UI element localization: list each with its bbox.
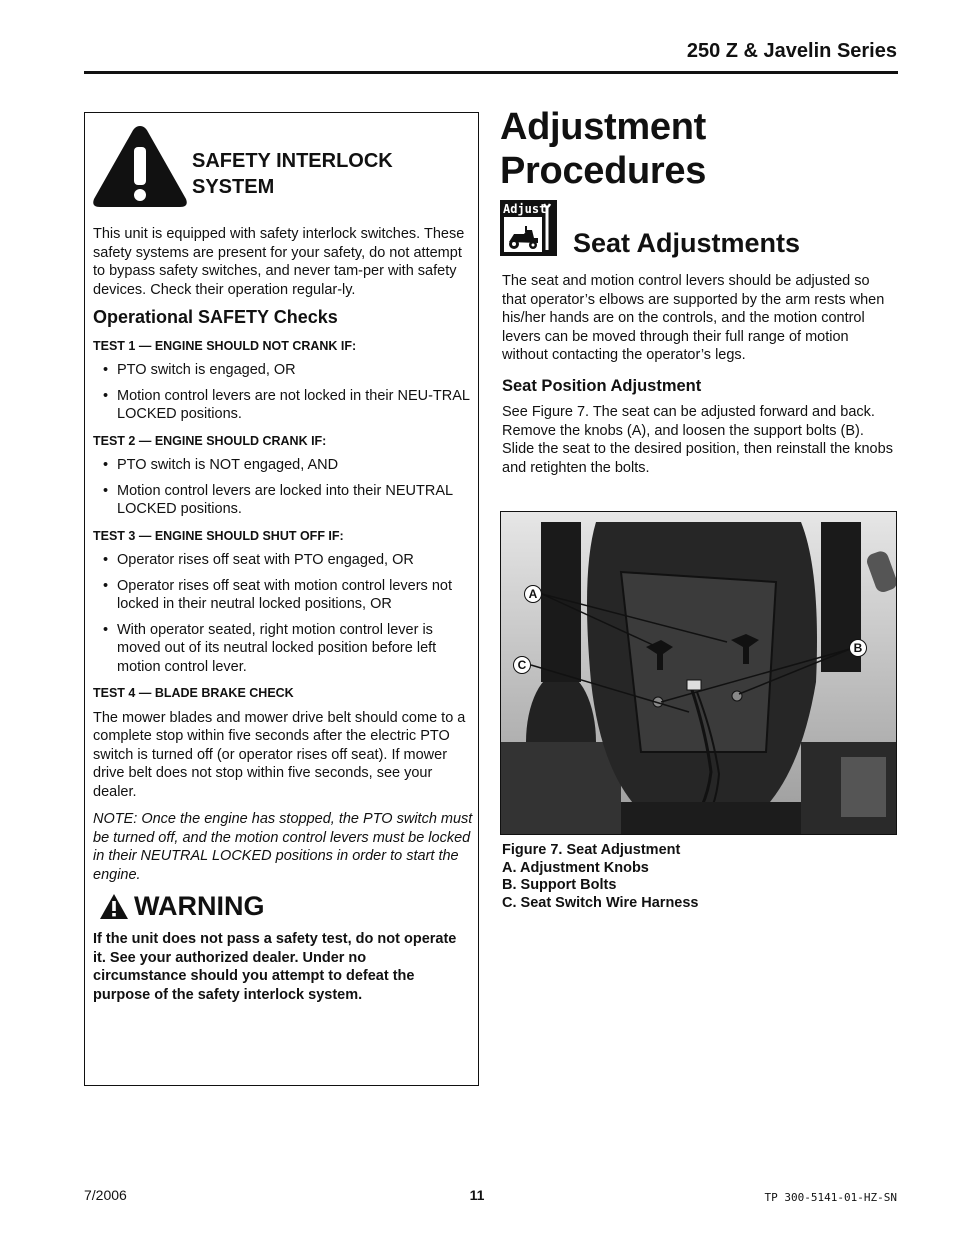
test-2-list — [93, 456, 473, 519]
page-number: 11 — [469, 1187, 485, 1203]
caption-title: Figure 7. Seat Adjustment — [502, 842, 681, 858]
list-item: • Motion control levers are locked into their NEUTRAL LOCKED positions. — [93, 482, 473, 519]
safety-heading-line1: SAFETY INTERLOCK — [192, 150, 393, 172]
header-rule — [84, 71, 898, 74]
safety-box-heading — [192, 148, 452, 200]
caption-b: B. Support Bolts — [502, 877, 617, 893]
page-title — [500, 105, 706, 193]
callout-c: C — [513, 656, 531, 674]
blade-brake-text: The mower blades and mower drive belt should come to a complete stop within five seconds after the electric PTO switch is turned off (or operator rises off seat). If mower drive belt does not stop within five seconds, see your dealer. — [93, 709, 466, 800]
section-title: Seat Adjustments — [573, 228, 801, 258]
test-2-title: TEST 2 — ENGINE SHOULD CRANK IF: — [93, 433, 327, 448]
tractor-wrench-icon — [500, 200, 557, 256]
safety-heading-line2: SYSTEM — [192, 176, 275, 198]
list-item: • With operator seated, right motion control lever is moved out of its neutral locked position before left motion control lever. — [93, 621, 473, 677]
callout-b: B — [849, 639, 867, 657]
checks-heading: Operational SAFETY Checks — [93, 307, 338, 327]
safety-box-body — [93, 225, 473, 1013]
warning-triangle-small-icon — [99, 893, 129, 920]
callout-a: A — [524, 585, 542, 603]
safety-intro: This unit is equipped with safety interlock switches. These safety systems are present for your safety, do not attempt to bypass safety switches, and never tam-per with safety devices. Check their operation regular-ly. — [93, 226, 465, 298]
warning-label: WARNING — [134, 891, 265, 922]
test-3-title: TEST 3 — ENGINE SHOULD SHUT OFF IF: — [93, 528, 344, 543]
title-line2: Procedures — [500, 150, 707, 192]
test-1-title: TEST 1 — ENGINE SHOULD NOT CRANK IF: — [93, 338, 357, 353]
list-item: • Motion control levers are not locked in their NEU-TRAL LOCKED positions. — [93, 387, 473, 424]
test-1-list — [93, 361, 473, 424]
warning-heading — [99, 893, 473, 920]
adjust-mower-icon — [500, 200, 557, 256]
list-item: • PTO switch is NOT engaged, AND — [93, 456, 473, 475]
list-item: • Operator rises off seat with motion control levers not locked in their neutral locked positions, OR — [93, 577, 473, 614]
footer-date: 7/2006 — [84, 1187, 127, 1203]
list-item: • Operator rises off seat with PTO engaged, OR — [93, 551, 473, 570]
warning-triangle-icon — [90, 121, 190, 211]
list-item: • PTO switch is engaged, OR — [93, 361, 473, 380]
seat-adjustment-photo — [500, 511, 897, 835]
test-4-title: TEST 4 — BLADE BRAKE CHECK — [93, 686, 294, 700]
title-line1: Adjustment — [500, 106, 707, 148]
seat-position-heading: Seat Position Adjustment — [502, 376, 702, 395]
adjust-icon-label: Adjust — [503, 202, 547, 216]
test-3-list — [93, 551, 473, 676]
seat-position-text: See Figure 7. The seat can be adjusted forward and back. Remove the knobs (A), and loosen the support bolts (B). Slide the seat to the desired position, then reinstall the knobs and retighten the bolts. — [502, 404, 893, 476]
seat-intro: The seat and motion control levers should be adjusted so that operator’s elbows are supported by the arm rests when his/her hands are on the controls, and the motion control levers can be moved through their full range of motion without contacting the operator’s legs. — [502, 273, 885, 363]
seat-adjustment-body — [502, 272, 897, 485]
caption-a: A. Adjustment Knobs — [502, 859, 649, 876]
safety-note: NOTE: Once the engine has stopped, the PTO switch must be turned off, and the motion control levers must be locked in their NEUTRAL LOCKED positions in order to start the engine. — [93, 811, 473, 883]
figure-caption — [502, 842, 699, 912]
document-code: TP 300-5141-01-HZ-SN — [764, 1191, 897, 1204]
caption-c: C. Seat Switch Wire Harness — [502, 894, 699, 911]
header-title: 250 Z & Javelin Series — [686, 40, 897, 62]
seat-photo-illustration — [501, 512, 897, 835]
warning-text: If the unit does not pass a safety test, do not operate it. See your authorized dealer. Under no circumstance should you attempt to defeat the purpose of the safety interlock system. — [93, 931, 457, 1003]
safety-interlock-box — [84, 112, 479, 1086]
